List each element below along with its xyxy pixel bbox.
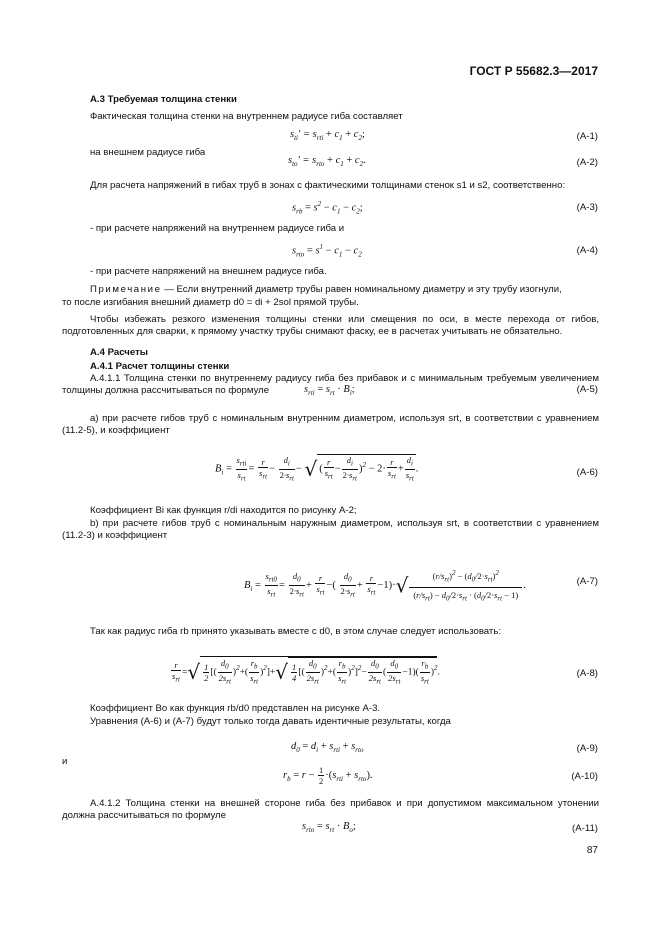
formula-a3: $s_{rb} = s^2 - c_1 - c_2$; <box>292 200 363 216</box>
formula-a7: $B_i$ = $\frac{s_{rt0}}{s_{rt}}$ = $\frac{d_0}{2\cdot s_{rt}}$ + $\frac{r}{s_{rt}}$ −( $\frac{d_0}{2\cdot s_{rt}}$ + $\frac{r}{s_{rt}}$ −1)·√ $\frac{(r/s_{rt})^2 - (d_0/2\cdot s_{rt})^2}{(r/s_{rt}) - d_0/2\cdot s_{rt} \cdot (d_0/2\cdot s_{rt} - 1)}$ . <box>244 566 526 605</box>
note-continuation: то после изгибания внешний диаметр d0 = di + 2sol прямой трубы. <box>62 297 359 308</box>
conjunction-and: и <box>62 756 68 767</box>
formula-a8: $\frac{r}{s_{rt}}$ =√ $\frac{1}{2}$ [( $\frac{d_0}{2s_{rt}}$ )$^2$+( $\frac{r_b}{s_{rt}}$ )$^2$]+√ $\frac{1}{4}$ [( $\frac{d_0}{2s_{rt}}$ )$^2$+( $\frac{r_b}{s_{rt}}$ )$^2$]$^2$− $\frac{d_0}{2s_{rt}}$ ( $\frac{d_0}{2s_{rt}}$ −1)( $\frac{r_b}{s_{rt}}$ )$^2$. <box>172 658 440 686</box>
formula-a10: $r_b = r$ − $\frac{1}{2}$ $\cdot(s_{rti} + s_{rto})$. <box>283 765 373 786</box>
formula-a5: $s_{rti} = s_{rt} \cdot B_i$; <box>304 384 355 398</box>
section-a3-heading: А.3 Требуемая толщина стенки <box>90 94 237 105</box>
equation-number: (А-9) <box>576 743 598 754</box>
equation-number: (А-11) <box>572 823 598 834</box>
equation-number: (А-6) <box>576 467 598 478</box>
section-a4-heading: А.4 Расчеты <box>90 347 148 358</box>
equation-number: (А-1) <box>576 131 598 142</box>
paragraph: а) при расчете гибов труб с номинальным внутренним диаметром, используя srt, в соответствии с уравнением (11.2-5), и коэффициент <box>62 413 599 436</box>
note-text: — Если внутренний диаметр трубы равен номинальному диаметру и эту трубу изогнули, <box>161 284 562 295</box>
paragraph: на внешнем радиусе гиба <box>90 147 206 158</box>
note <box>90 284 562 296</box>
paragraph: А.4.1.1 Толщина стенки по внутреннему радиусу гиба без прибавок и с минимальным требуемым увеличением толщины должна рассчитываться по формуле <box>62 373 599 396</box>
paragraph: Уравнения (А-6) и (А-7) будут только тогда давать идентичные результаты, когда <box>90 716 451 727</box>
equation-number: (А-8) <box>576 668 598 679</box>
formula-a2: $s_{to}' = s_{rto} + c_1 + c_2$. <box>288 155 366 169</box>
paragraph: Так как радиус гиба rb принято указывать вместе с d0, в этом случае следует использовать: <box>90 626 501 637</box>
equation-number: (А-5) <box>576 384 598 395</box>
equation-number: (А-3) <box>576 202 598 213</box>
paragraph: - при расчете напряжений на внешнем радиусе гиба. <box>90 266 327 277</box>
formula-a11: $s_{rto} = s_{rt} \cdot B_o$; <box>302 821 356 835</box>
formula-a9: $d_0 = d_i + s_{rti} + s_{rto}$ <box>291 741 364 755</box>
paragraph: Чтобы избежать резкого изменения толщины стенки или смещения по оси, в месте перехода от гибов, подготовленных для сварки, к прямому участку трубы снимают фаску, ее в расчетах учитывать не обязательно. <box>62 314 599 337</box>
paragraph: - при расчете напряжений на внутреннем радиусе гиба и <box>90 223 345 234</box>
formula-a4: $s_{rto} = s^1 - c_1 - c_2$ <box>292 243 362 259</box>
document-header: ГОСТ Р 55682.3—2017 <box>469 64 598 78</box>
note-label: Примечание <box>90 284 162 295</box>
formula-a1: $s_{ti}' = s_{rti} + c_1 + c_2$; <box>290 129 365 143</box>
equation-number: (А-7) <box>576 576 598 587</box>
paragraph: b) при расчете гибов труб с номинальным наружным диаметром, используя srt, в соответствии с уравнением (11.2-3) и коэффициент <box>62 518 599 541</box>
equation-number: (А-10) <box>571 771 598 782</box>
section-a41-heading: А.4.1 Расчет толщины стенки <box>90 361 230 372</box>
paragraph: А.4.1.2 Толщина стенки на внешней стороне гиба без прибавок и при допустимом максимальном утонении должна рассчитываться по формуле <box>62 798 599 821</box>
paragraph: Коэффициент Bi как функция r/di находится по рисунку А-2; <box>90 505 357 516</box>
formula-a6: $B_i$ = $\frac{s_{rti}}{s_{rt}}$ = $\frac{r}{s_{rt}}$ − $\frac{d_i}{2\cdot s_{rt}}$ − √ ( $\frac{r}{s_{rt}}$ − $\frac{d_i}{2\cdot s_{rt}}$ )$^2$ − 2· $\frac{r}{s_{rt}}$ + $\frac{d_i}{s_{rt}}$ . <box>215 455 419 483</box>
page-number: 87 <box>586 845 598 856</box>
equation-number: (А-2) <box>576 157 598 168</box>
equation-number: (А-4) <box>576 245 598 256</box>
paragraph: Фактическая толщина стенки на внутреннем радиусе гиба составляет <box>90 111 403 122</box>
paragraph: Коэффициент Bo как функция rb/d0 представлен на рисунке А-3. <box>90 703 381 714</box>
paragraph: Для расчета напряжений в гибах труб в зонах с фактическими толщинами стенок s1 и s2, соответственно: <box>90 180 566 191</box>
